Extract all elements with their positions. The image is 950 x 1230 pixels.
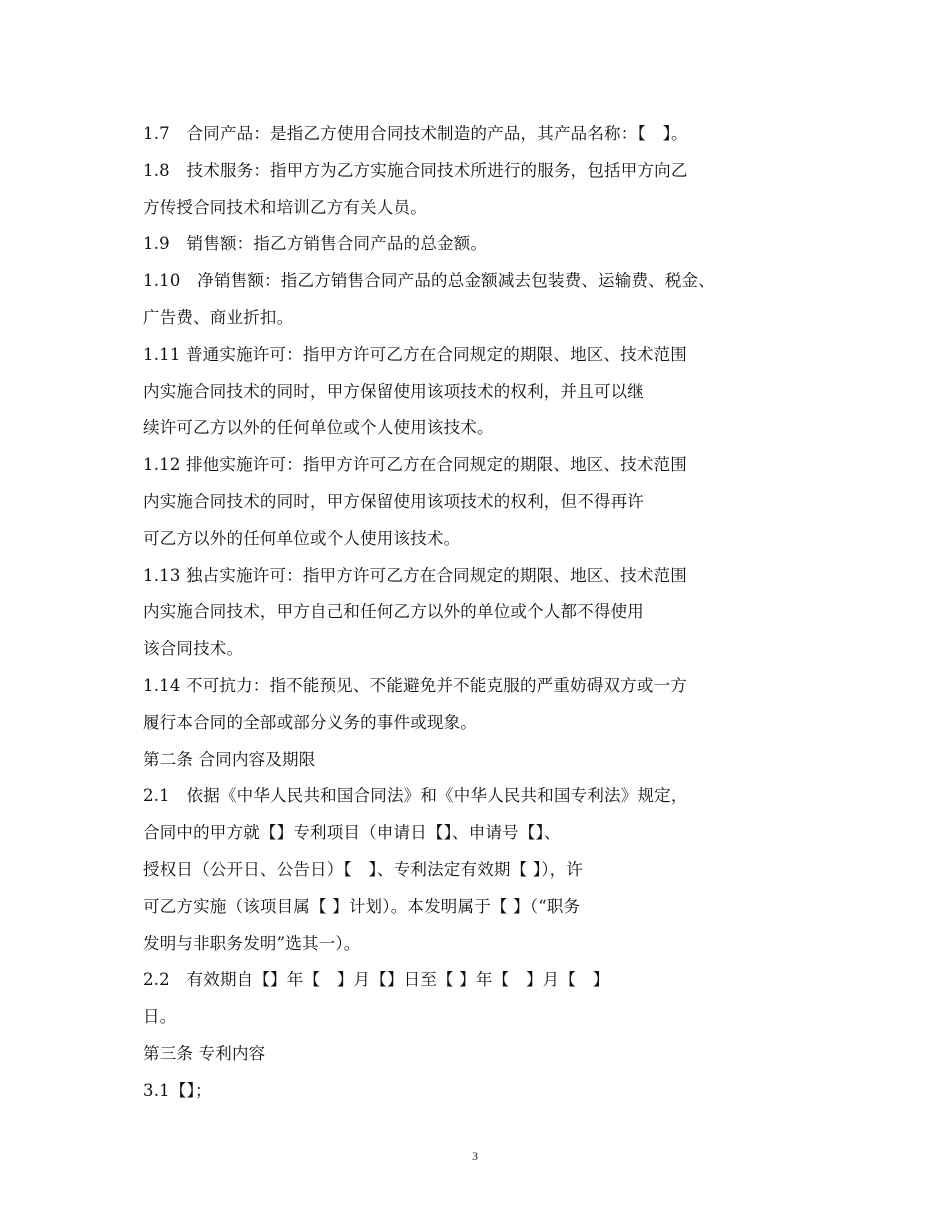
clause-1-7: 1.7 合同产品：是指乙方使用合同技术制造的产品，其产品名称：【 】。	[143, 124, 688, 143]
article-2-heading: 第二条 合同内容及期限	[143, 749, 316, 769]
clause-2-2: 2.2 有效期自【】年【 】月【】日至【 】年【 】月【 】	[143, 970, 610, 990]
clause-1-13-end: 该合同技术。	[143, 639, 244, 659]
clause-1-13: 1.13 独占实施许可：指甲方许可乙方在合同规定的期限、地区、技术范围	[143, 565, 687, 585]
clause-2-2-continued: 日。	[143, 1007, 177, 1027]
page-number: 3	[472, 1149, 478, 1163]
clause-2-1: 2.1 依据《中华人民共和国合同法》和《中华人民共和国专利法》规定，	[143, 786, 688, 806]
clause-1-11: 1.11 普通实施许可：指甲方许可乙方在合同规定的期限、地区、技术范围	[143, 344, 687, 364]
clause-1-9: 1.9 销售额：指乙方销售合同产品的总金额。	[143, 234, 488, 254]
clause-1-13-continued: 内实施合同技术，甲方自己和任何乙方以外的单位或个人都不得使用	[143, 602, 644, 622]
clause-1-8: 1.8 技术服务：指甲方为乙方实施合同技术所进行的服务，包括甲方向乙	[143, 160, 688, 180]
clause-1-12-continued: 内实施合同技术的同时，甲方保留使用该项技术的权利，但不得再许	[143, 491, 644, 511]
clause-1-10: 1.10 净销售额：指乙方销售合同产品的总金额减去包装费、运输费、税金、	[143, 271, 715, 291]
clause-2-1-line-5: 发明与非职务发明”选其一）。	[143, 933, 361, 953]
clause-2-1-line-3: 授权日（公开日、公告日）【 】、专利法定有效期【 】），许	[143, 859, 584, 879]
article-3-heading: 第三条 专利内容	[143, 1043, 266, 1063]
clause-1-14: 1.14 不可抗力：指不能预见、不能避免并不能克服的严重妨碍双方或一方	[143, 675, 687, 695]
clause-1-12-end: 可乙方以外的任何单位或个人使用该技术。	[143, 528, 461, 548]
clause-1-11-continued: 内实施合同技术的同时，甲方保留使用该项技术的权利，并且可以继	[143, 381, 644, 401]
clause-1-11-end: 续许可乙方以外的任何单位或个人使用该技术。	[143, 418, 494, 438]
clause-2-1-line-2: 合同中的甲方就【】专利项目（申请日【】、申请号【】、	[143, 823, 561, 843]
clause-2-1-line-4: 可乙方实施（该项目属【 】计划）。本发明属于【 】（“职务	[143, 896, 581, 916]
clause-1-8-continued: 方传授合同技术和培训乙方有关人员。	[143, 197, 427, 217]
clause-1-12: 1.12 排他实施许可：指甲方许可乙方在合同规定的期限、地区、技术范围	[143, 455, 687, 475]
document-body	[143, 116, 823, 1110]
clause-1-10-continued: 广告费、商业折扣。	[143, 307, 294, 327]
clause-1-14-continued: 履行本合同的全部或部分义务的事件或现象。	[143, 712, 477, 732]
clause-3-1: 3.1【】；	[143, 1080, 212, 1100]
